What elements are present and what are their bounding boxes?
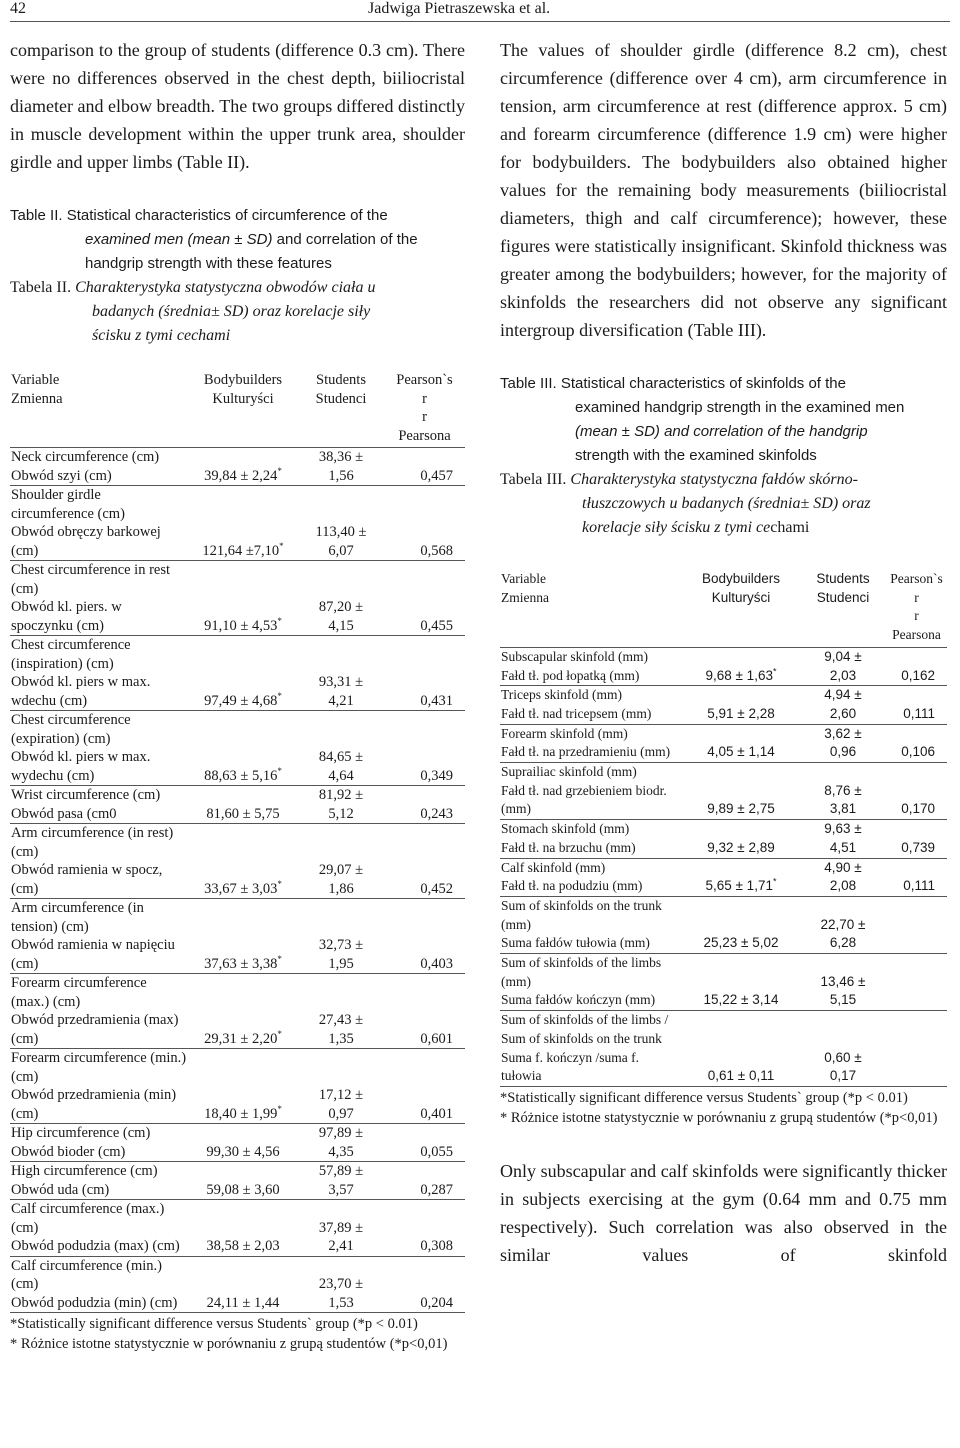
cell-bodybuilders: 5,91 ± 2,28 bbox=[682, 686, 800, 724]
right-body-paragraph-2: Only subscapular and calf skinfolds were significantly thicker in subjects exercising at the gym (0.64 mm and 0.75 mm respectively). Such correlation was also observed in the similar values of skinfold bbox=[500, 1160, 947, 1265]
significance-mark: * bbox=[277, 615, 282, 626]
cell-variable: Sum of skinfolds of the limbs (mm) Suma fałdów kończyn (mm) bbox=[500, 954, 682, 1011]
cell-students: 84,65 ± 4,64 bbox=[298, 711, 384, 786]
significance-mark: * bbox=[277, 953, 282, 964]
table3-note-en: *Statistically significant difference versus Students` group (*p < 0.01) bbox=[500, 1089, 908, 1106]
table-row bbox=[10, 1124, 465, 1162]
cell-variable: Calf skinfold (mm) Fałd tł. na podudziu (mm) bbox=[500, 858, 682, 896]
table2-label-pl: Tabela II. bbox=[10, 279, 72, 296]
cell-variable: Subscapular skinfold (mm) Fałd tł. pod łopatką (mm) bbox=[500, 647, 682, 685]
cell-pearson bbox=[886, 954, 947, 1011]
table2-note-en: *Statistically significant difference versus Students` group (*p < 0.01) bbox=[10, 1316, 418, 1332]
table-row bbox=[500, 858, 947, 896]
cell-variable: Chest circumference (expiration) (cm) Obwód kl. piers w max. wydechu (cm) bbox=[10, 711, 188, 786]
cell-pearson: 0,204 bbox=[384, 1256, 465, 1313]
cell-variable: Arm circumference (in rest) (cm) Obwód ramienia w spocz, (cm) bbox=[10, 824, 188, 899]
table3 bbox=[500, 570, 947, 1087]
cell-variable: Sum of skinfolds on the trunk (mm) Suma fałdów tułowia (mm) bbox=[500, 896, 682, 953]
cell-bodybuilders: 9,68 ± 1,63* bbox=[682, 647, 800, 685]
cell-bodybuilders: 33,67 ± 3,03* bbox=[188, 824, 298, 899]
table-row bbox=[10, 824, 465, 899]
cell-pearson bbox=[886, 896, 947, 953]
cell-pearson: 0,455 bbox=[384, 561, 465, 636]
significance-mark: * bbox=[277, 690, 282, 701]
cell-bodybuilders: 4,05 ± 1,14 bbox=[682, 724, 800, 762]
cell-students: 38,36 ± 1,56 bbox=[298, 448, 384, 486]
significance-mark: * bbox=[772, 876, 777, 887]
cell-pearson bbox=[886, 1011, 947, 1087]
cell-pearson: 0,452 bbox=[384, 824, 465, 899]
cell-pearson: 0,601 bbox=[384, 974, 465, 1049]
cell-pearson: 0,162 bbox=[886, 647, 947, 685]
table-row bbox=[10, 561, 465, 636]
left-column bbox=[10, 36, 465, 1353]
table-row bbox=[500, 686, 947, 724]
table-row bbox=[10, 636, 465, 711]
cell-bodybuilders: 121,64 ±7,10* bbox=[188, 486, 298, 561]
cell-students: 29,07 ± 1,86 bbox=[298, 824, 384, 899]
cell-students: 8,76 ± 3,81 bbox=[800, 763, 886, 820]
cell-students: 9,04 ± 2,03 bbox=[800, 647, 886, 685]
table3-caption-pl: Tabela III. Charakterystyka statystyczna fałdów skórno- tłuszczowych u badanych (średnia± SD) oraz korelacje siły ścisku z tymi cechami bbox=[500, 471, 871, 536]
cell-students: 113,40 ± 6,07 bbox=[298, 486, 384, 561]
cell-variable: Sum of skinfolds of the limbs / Sum of skinfolds on the trunk Suma f. kończyn /suma f. tułowia bbox=[500, 1011, 682, 1087]
cell-pearson: 0,106 bbox=[886, 724, 947, 762]
cell-pearson: 0,055 bbox=[384, 1124, 465, 1162]
cell-students: 87,20 ± 4,15 bbox=[298, 561, 384, 636]
table-row bbox=[10, 1256, 465, 1313]
table-row bbox=[10, 711, 465, 786]
cell-variable: High circumference (cm) Obwód uda (cm) bbox=[10, 1162, 188, 1200]
table2-caption-en: Table II. Statistical characteristics of circumference of the examined men (mean ± SD) and correlation of the handgrip strength with these features bbox=[10, 207, 418, 272]
table3-note-pl: * Różnice istotne statystycznie w porównaniu z grupą studentów (*p<0,01) bbox=[500, 1109, 938, 1126]
cell-bodybuilders: 99,30 ± 4,56 bbox=[188, 1124, 298, 1162]
cell-variable: Forearm circumference (max.) (cm) Obwód przedramienia (max) (cm) bbox=[10, 974, 188, 1049]
table2-header-bodybuilders: Bodybuilders Kulturyści bbox=[188, 371, 298, 448]
table-row bbox=[10, 1162, 465, 1200]
cell-students: 0,60 ± 0,17 bbox=[800, 1011, 886, 1087]
table-row bbox=[500, 724, 947, 762]
table-row bbox=[10, 974, 465, 1049]
table3-caption-en: Table III. Statistical characteristics of skinfolds of the examined handgrip strength in the examined men (mean ± SD) and correlation of the handgrip strength with the examined skinfolds bbox=[500, 375, 905, 464]
cell-variable: Neck circumference (cm) Obwód szyi (cm) bbox=[10, 448, 188, 486]
table-row bbox=[500, 1011, 947, 1087]
significance-mark: * bbox=[279, 540, 284, 551]
cell-bodybuilders: 88,63 ± 5,16* bbox=[188, 711, 298, 786]
cell-variable: Chest circumference in rest (cm) Obwód kl. piers. w spoczynku (cm) bbox=[10, 561, 188, 636]
cell-bodybuilders: 38,58 ± 2,03 bbox=[188, 1200, 298, 1257]
cell-students: 4,94 ± 2,60 bbox=[800, 686, 886, 724]
significance-mark: * bbox=[277, 878, 282, 889]
cell-bodybuilders: 29,31 ± 2,20* bbox=[188, 974, 298, 1049]
cell-students: 93,31 ± 4,21 bbox=[298, 636, 384, 711]
cell-bodybuilders: 59,08 ± 3,60 bbox=[188, 1162, 298, 1200]
cell-pearson: 0,111 bbox=[886, 858, 947, 896]
table3-label: Table III. bbox=[500, 375, 557, 392]
table2-header-row bbox=[10, 371, 465, 448]
cell-pearson: 0,403 bbox=[384, 899, 465, 974]
cell-pearson: 0,431 bbox=[384, 636, 465, 711]
cell-pearson: 0,457 bbox=[384, 448, 465, 486]
cell-bodybuilders: 15,22 ± 3,14 bbox=[682, 954, 800, 1011]
significance-mark: * bbox=[277, 1103, 282, 1114]
table2-header-students: Students Studenci bbox=[298, 371, 384, 448]
cell-variable: Calf circumference (max.) (cm) Obwód podudzia (max) (cm) bbox=[10, 1200, 188, 1257]
table-row bbox=[500, 820, 947, 858]
cell-pearson: 0,170 bbox=[886, 763, 947, 820]
cell-bodybuilders: 25,23 ± 5,02 bbox=[682, 896, 800, 953]
cell-pearson: 0,349 bbox=[384, 711, 465, 786]
cell-pearson: 0,308 bbox=[384, 1200, 465, 1257]
cell-bodybuilders: 24,11 ± 1,44 bbox=[188, 1256, 298, 1313]
significance-mark: * bbox=[277, 765, 282, 776]
cell-students: 4,90 ± 2,08 bbox=[800, 858, 886, 896]
table-row bbox=[10, 786, 465, 824]
table2-header-pearson: Pearson`s r r Pearsona bbox=[384, 371, 465, 448]
cell-pearson: 0,401 bbox=[384, 1049, 465, 1124]
table-row bbox=[500, 954, 947, 1011]
page-number: 42 bbox=[10, 0, 26, 17]
cell-students: 3,62 ± 0,96 bbox=[800, 724, 886, 762]
cell-pearson: 0,739 bbox=[886, 820, 947, 858]
cell-students: 32,73 ± 1,95 bbox=[298, 899, 384, 974]
table-row bbox=[500, 647, 947, 685]
table3-header-students: Students Studenci bbox=[800, 570, 886, 647]
cell-pearson: 0,287 bbox=[384, 1162, 465, 1200]
cell-variable: Stomach skinfold (mm) Fałd tł. na brzuchu (mm) bbox=[500, 820, 682, 858]
cell-bodybuilders: 18,40 ± 1,99* bbox=[188, 1049, 298, 1124]
page-header bbox=[10, 0, 950, 22]
cell-students: 81,92 ± 5,12 bbox=[298, 786, 384, 824]
cell-students: 17,12 ± 0,97 bbox=[298, 1049, 384, 1124]
cell-variable: Calf circumference (min.) (cm) Obwód podudzia (min) (cm) bbox=[10, 1256, 188, 1313]
table3-header-pearson: Pearson`s r r Pearsona bbox=[886, 570, 947, 647]
cell-variable: Hip circumference (cm) Obwód bioder (cm) bbox=[10, 1124, 188, 1162]
cell-bodybuilders: 97,49 ± 4,68* bbox=[188, 636, 298, 711]
cell-bodybuilders: 91,10 ± 4,53* bbox=[188, 561, 298, 636]
table-row bbox=[10, 1049, 465, 1124]
table3-label-pl: Tabela III. bbox=[500, 471, 567, 488]
cell-bodybuilders: 9,32 ± 2,89 bbox=[682, 820, 800, 858]
cell-students: 22,70 ± 6,28 bbox=[800, 896, 886, 953]
table2-label: Table II. bbox=[10, 207, 63, 224]
significance-mark: * bbox=[277, 465, 282, 476]
cell-variable: Shoulder girdle circumference (cm) Obwód obręczy barkowej (cm) bbox=[10, 486, 188, 561]
table-row bbox=[10, 899, 465, 974]
significance-mark: * bbox=[277, 1028, 282, 1039]
running-head: Jadwiga Pietraszewska et al. bbox=[368, 0, 551, 17]
table3-header-variable: Variable Zmienna bbox=[500, 570, 682, 647]
cell-variable: Forearm skinfold (mm) Fałd tł. na przedramieniu (mm) bbox=[500, 724, 682, 762]
cell-variable: Wrist circumference (cm) Obwód pasa (cm0 bbox=[10, 786, 188, 824]
table2-note-pl: * Różnice istotne statystycznie w porównaniu z grupą studentów (*p<0,01) bbox=[10, 1336, 448, 1352]
cell-students: 23,70 ± 1,53 bbox=[298, 1256, 384, 1313]
cell-bodybuilders: 37,63 ± 3,38* bbox=[188, 899, 298, 974]
table-row bbox=[500, 896, 947, 953]
table3-header-bodybuilders: Bodybuilders Kulturyści bbox=[682, 570, 800, 647]
cell-students: 27,43 ± 1,35 bbox=[298, 974, 384, 1049]
cell-variable: Triceps skinfold (mm) Fałd tł. nad tricepsem (mm) bbox=[500, 686, 682, 724]
cell-variable: Forearm circumference (min.) (cm) Obwód przedramienia (min) (cm) bbox=[11, 1050, 187, 1122]
table2-header-variable: Variable Zmienna bbox=[10, 371, 188, 448]
cell-bodybuilders: 81,60 ± 5,75 bbox=[188, 786, 298, 824]
cell-students: 97,89 ± 4,35 bbox=[298, 1124, 384, 1162]
cell-pearson: 0,243 bbox=[384, 786, 465, 824]
table-row bbox=[10, 1200, 465, 1257]
table-row bbox=[10, 448, 465, 486]
cell-variable: Chest circumference (inspiration) (cm) Obwód kl. piers w max. wdechu (cm) bbox=[10, 636, 188, 711]
left-body-paragraph: comparison to the group of students (difference 0.3 cm). There were no differences observed in the chest depth, biiliocristal diameter and elbow breadth. The two groups differed distinctly in muscle development within the upper trunk area, shoulder girdle and upper limbs (Table II). bbox=[10, 40, 465, 172]
cell-students: 13,46 ± 5,15 bbox=[800, 954, 886, 1011]
cell-pearson: 0,111 bbox=[886, 686, 947, 724]
right-body-paragraph: The values of shoulder girdle (difference 8.2 cm), chest circumference (difference over 4 cm), arm circumference in tension, arm circumference at rest (difference approx. 5 cm) and forearm circumference (difference 1.9 cm) were higher for bodybuilders. The bodybuilders also obtained higher values for the remaining body measurements (biiliocristal diameters, thigh and calf circumference); however, these figures were statistically insignificant. Skinfold thickness was greater among the bodybuilders; however, for the majority of skinfolds the researchers did not observe any significant intergroup diversification (Table III). bbox=[500, 40, 947, 340]
cell-bodybuilders: 9,89 ± 2,75 bbox=[682, 763, 800, 820]
table2 bbox=[10, 371, 465, 1313]
table2-caption-pl: Tabela II. Charakterystyka statystyczna obwodów ciała u badanych (średnia± SD) oraz korelacje siły ścisku z tymi cechami bbox=[10, 279, 376, 344]
cell-variable: Suprailiac skinfold (mm) Fałd tł. nad grzebieniem biodr. (mm) bbox=[500, 763, 682, 820]
cell-students: 57,89 ± 3,57 bbox=[298, 1162, 384, 1200]
cell-bodybuilders: 5,65 ± 1,71* bbox=[682, 858, 800, 896]
significance-mark: * bbox=[772, 666, 777, 677]
cell-pearson: 0,568 bbox=[384, 486, 465, 561]
cell-bodybuilders: 0,61 ± 0,11 bbox=[682, 1011, 800, 1087]
cell-bodybuilders: 39,84 ± 2,24* bbox=[188, 448, 298, 486]
cell-students: 9,63 ± 4,51 bbox=[800, 820, 886, 858]
cell-variable: Arm circumference (in tension) (cm) Obwód ramienia w napięciu (cm) bbox=[10, 899, 188, 974]
table3-header-row bbox=[500, 570, 947, 647]
right-column bbox=[500, 36, 947, 1269]
table-row bbox=[500, 763, 947, 820]
cell-students: 37,89 ± 2,41 bbox=[298, 1200, 384, 1257]
table-row bbox=[10, 486, 465, 561]
